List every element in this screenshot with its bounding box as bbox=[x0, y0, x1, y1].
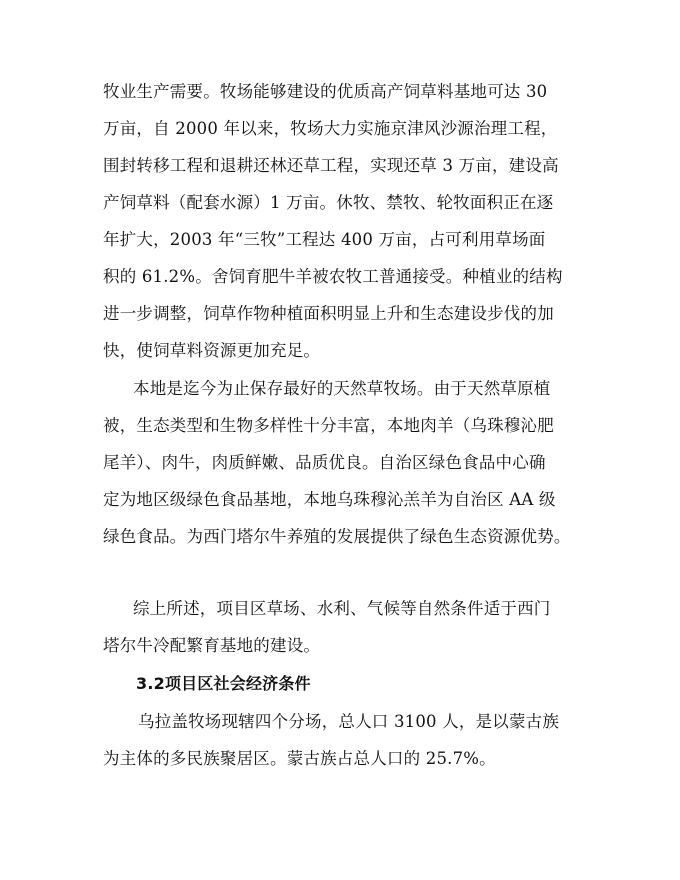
paragraph-1-line-3: 围封转移工程和退耕还林还草工程，实现还草 3 万亩，建设高 bbox=[103, 156, 559, 175]
paragraph-1-line-8: 快，使饲草料资源更加充足。 bbox=[103, 341, 321, 360]
paragraph-2-line-2: 被，生态类型和生物多样性十分丰富，本地肉羊（乌珠穆沁肥 bbox=[103, 416, 554, 435]
paragraph-3-line-1: 综上所述，项目区草场、水利、气候等自然条件适于西门 bbox=[133, 599, 551, 618]
paragraph-1-line-5: 年扩大，2003 年“三牧”工程达 400 万亩，占可利用草场面 bbox=[103, 230, 546, 249]
paragraph-1-line-4: 产饲草料（配套水源）1 万亩。休牧、禁牧、轮牧面积正在逐 bbox=[103, 193, 554, 212]
paragraph-2-line-5: 绿色食品。为西门塔尔牛养殖的发展提供了绿色生态资源优势。 bbox=[103, 527, 571, 546]
paragraph-2-line-1: 本地是迄今为止保存最好的天然草牧场。由于天然草原植 bbox=[133, 379, 551, 398]
paragraph-1-line-1: 牧业生产需要。牧场能够建设的优质高产饲草料基地可达 30 bbox=[103, 82, 548, 101]
paragraph-1-line-2: 万亩，自 2000 年以来，牧场大力实施京津风沙源治理工程， bbox=[103, 119, 558, 138]
paragraph-2-line-4: 定为地区级绿色食品基地，本地乌珠穆沁羔羊为自治区 AA 级 bbox=[103, 490, 556, 509]
paragraph-4-line-1: 乌拉盖牧场现辖四个分场，总人口 3100 人，是以蒙古族 bbox=[138, 712, 560, 731]
section-heading: 3.2项目区社会经济条件 bbox=[136, 674, 311, 693]
paragraph-4-line-2: 为主体的多民族聚居区。蒙古族占总人口的 25.7%。 bbox=[103, 749, 496, 768]
paragraph-1-line-6: 积的 61.2%。舍饲育肥牛羊被农牧工普通接受。种植业的结构 bbox=[103, 267, 563, 286]
paragraph-1-line-7: 进一步调整，饲草作物种植面积明显上升和生态建设步伐的加 bbox=[103, 304, 554, 323]
paragraph-2-line-3: 尾羊）、肉牛，肉质鲜嫩、品质优良。自治区绿色食品中心确 bbox=[103, 453, 546, 472]
paragraph-3-line-2: 塔尔牛冷配繁育基地的建设。 bbox=[103, 636, 321, 655]
